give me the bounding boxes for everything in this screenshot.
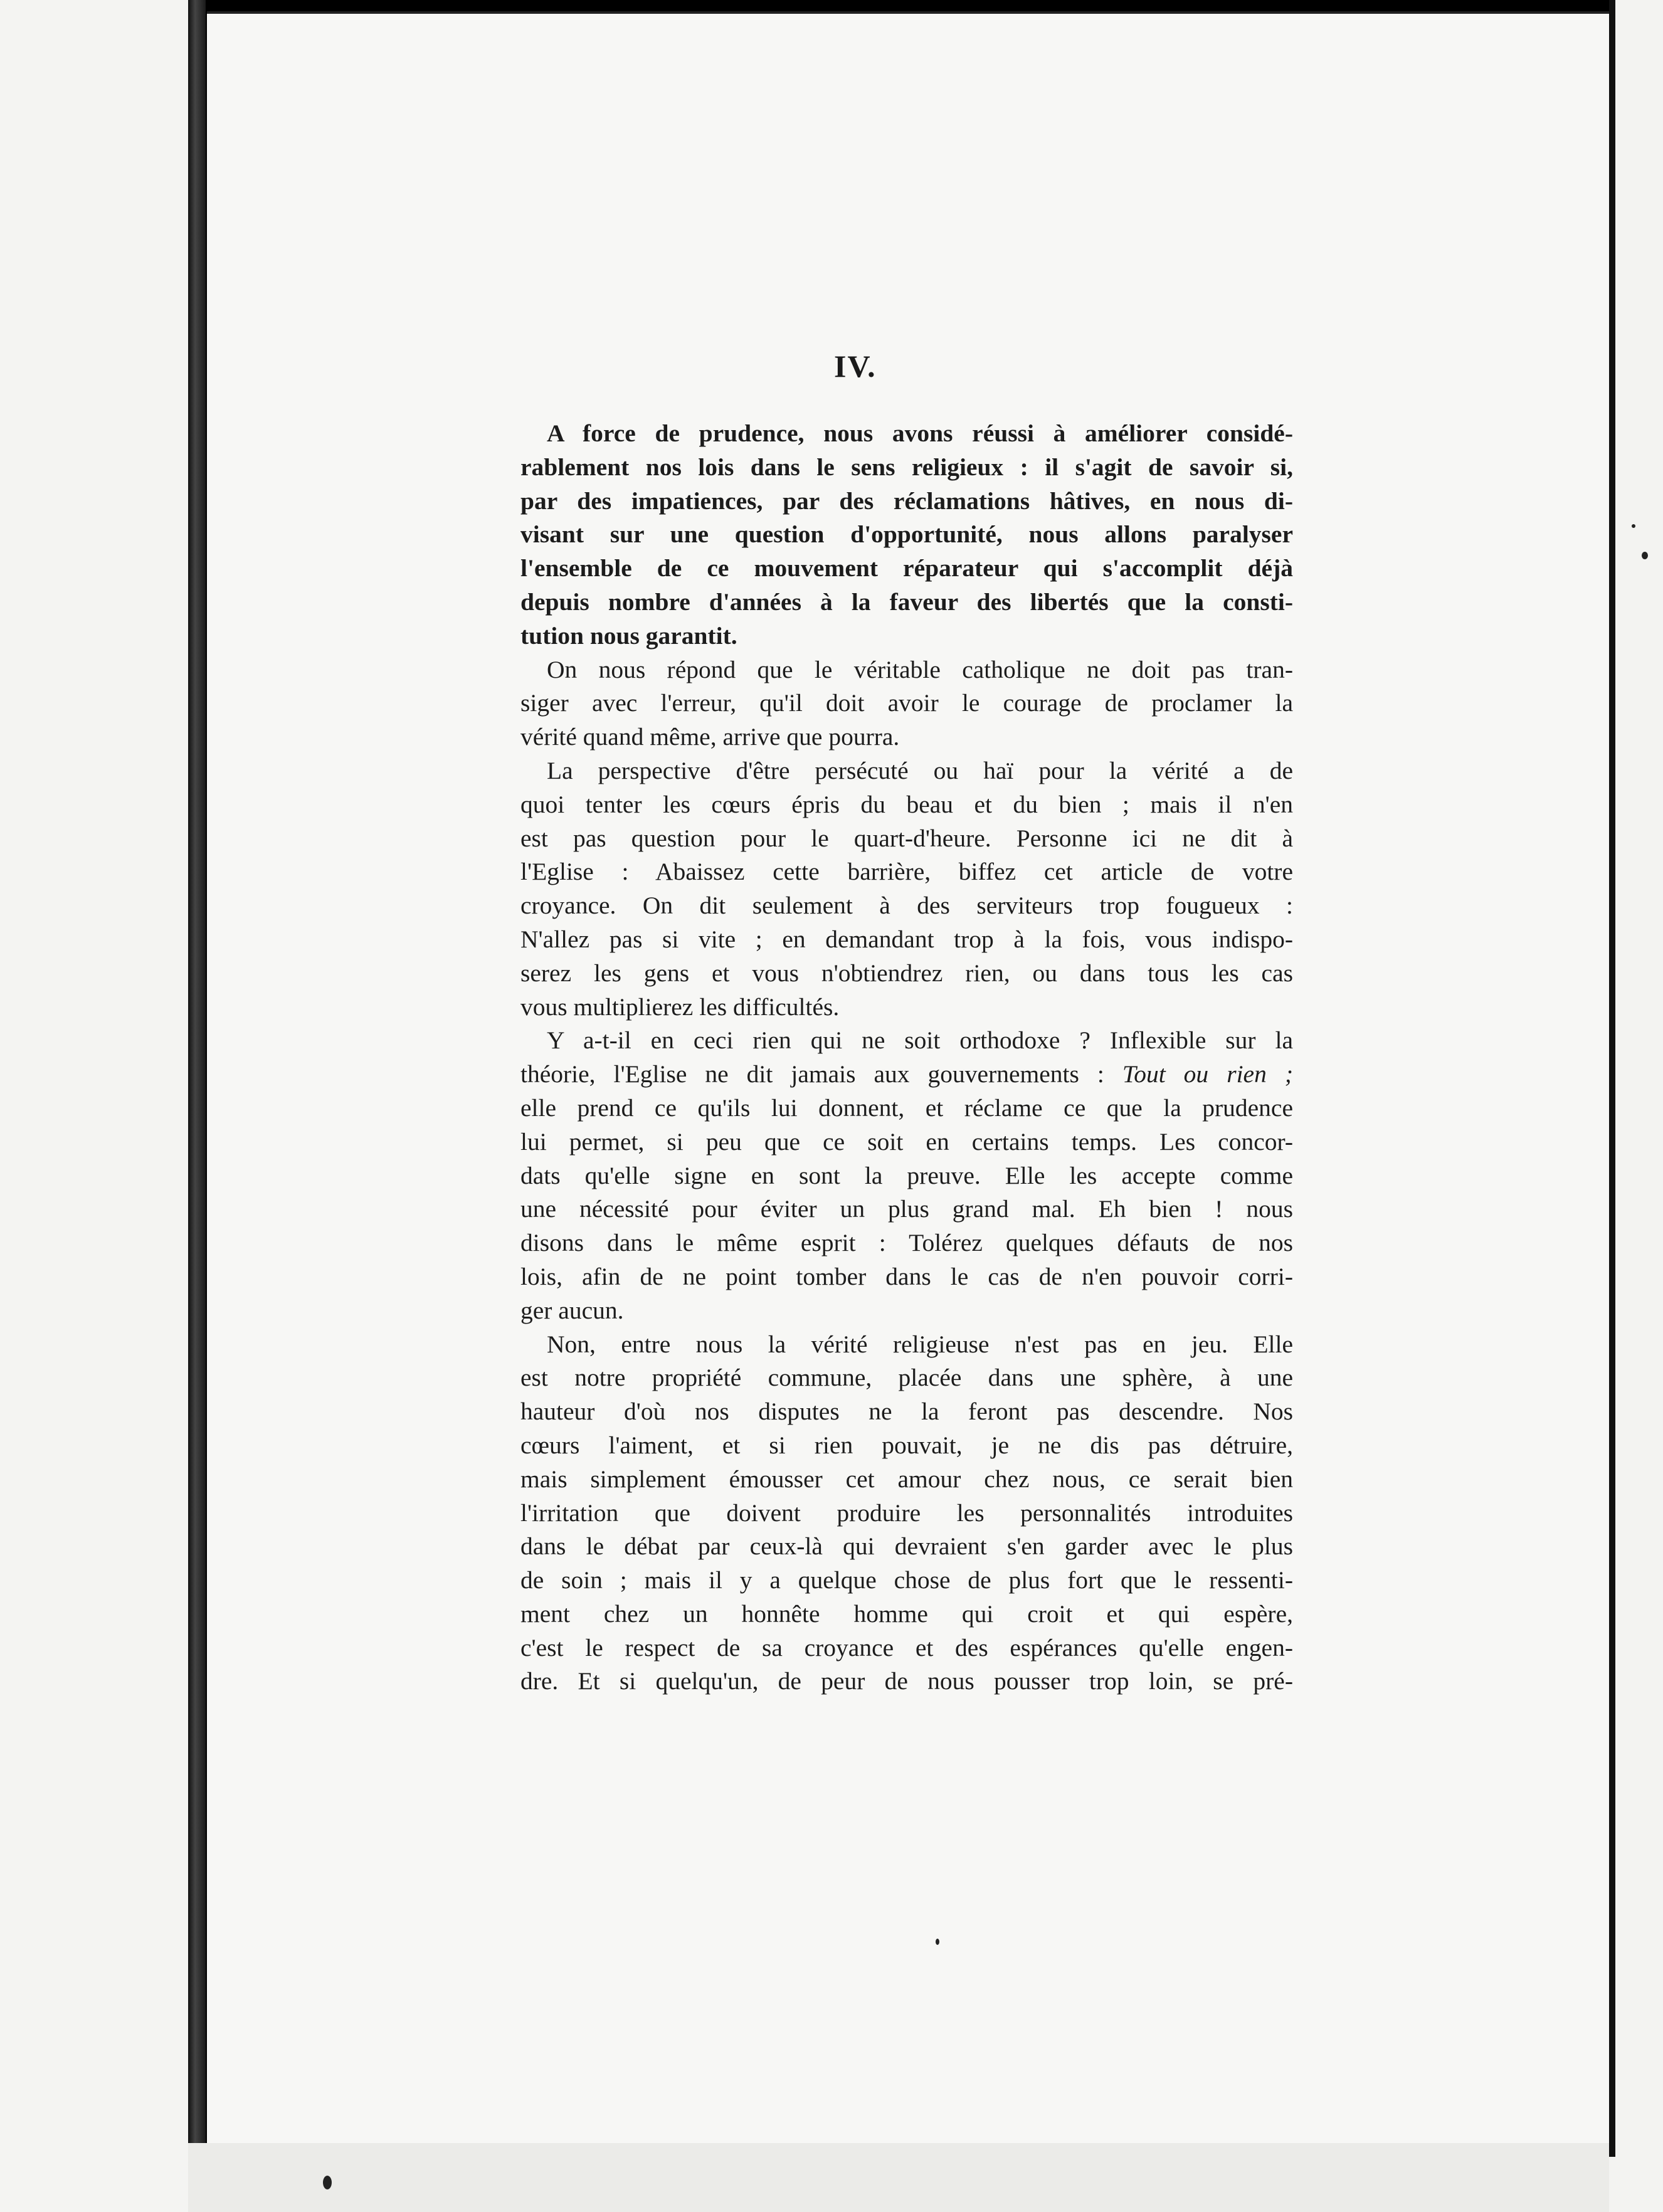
book-gutter	[188, 0, 206, 2212]
text-line	[520, 1328, 1293, 1362]
text-line	[520, 1092, 1293, 1125]
text-line-content: quoi tenter les cœurs épris du beau et du bien ; mais il n'en	[520, 790, 1293, 818]
text-line-content: une nécessité pour éviter un plus grand mal. Eh bien ! nous	[520, 1195, 1293, 1223]
text-line-content: On nous répond que le véritable catholique ne doit pas tran-	[547, 655, 1293, 683]
right-page-edge	[1609, 0, 1663, 2212]
text-line-content: c'est le respect de sa croyance et des espérances qu'elle engen-	[520, 1633, 1293, 1662]
text-line	[520, 1294, 1293, 1328]
text-line	[520, 788, 1293, 822]
text-line-content: La perspective d'être persécuté ou haï pour la vérité a de	[547, 756, 1293, 784]
text-line-content: théorie, l'Eglise ne dit jamais aux gouvernements :	[520, 1060, 1122, 1088]
text-line-content: N'allez pas si vite ; en demandant trop à la fois, vous indispo-	[520, 925, 1293, 953]
text-line-content: rablement nos lois dans le sens religieux : il s'agit de savoir si,	[520, 453, 1293, 481]
text-line-content: visant sur une question d'opportunité, nous allons paralyser	[520, 520, 1293, 549]
text-line-content: l'Eglise : Abaissez cette barrière, biffez cet article de votre	[520, 858, 1293, 886]
text-line	[520, 552, 1293, 586]
text-line-content: A force de prudence, nous avons réussi à améliorer considé-	[547, 419, 1293, 447]
text-line-content: croyance. On dit seulement à des serviteurs trop fougueux :	[520, 892, 1293, 920]
text-line-content: dats qu'elle signe en sont la preuve. Elle les accepte comme	[520, 1161, 1293, 1189]
scan-speck	[1642, 552, 1648, 559]
left-page-margin	[0, 0, 194, 2212]
text-line	[520, 586, 1293, 619]
text-line-content: est pas question pour le quart-d'heure. Personne ici ne dit à	[520, 824, 1293, 852]
text-line-content: siger avec l'erreur, qu'il doit avoir le courage de proclamer la	[520, 689, 1293, 717]
text-line	[520, 485, 1293, 519]
text-line	[520, 855, 1293, 889]
text-line	[520, 1530, 1293, 1564]
text-line	[520, 1125, 1293, 1159]
text-line-content: hauteur d'où nos disputes ne la feront pas descendre. Nos	[520, 1398, 1293, 1426]
text-line-content: vous multiplierez les difficultés.	[520, 993, 840, 1021]
text-line-content: depuis nombre d'années à la faveur des libertés que la consti-	[520, 587, 1293, 616]
text-line	[520, 957, 1293, 991]
text-line	[520, 991, 1293, 1024]
text-line-content: par des impatiences, par des réclamations hâtives, en nous di-	[520, 487, 1293, 515]
text-line	[520, 518, 1293, 552]
text-line	[520, 1631, 1293, 1665]
text-line	[520, 889, 1293, 923]
text-line	[520, 1193, 1293, 1226]
text-line	[520, 1429, 1293, 1463]
text-line-content: mais simplement émousser cet amour chez nous, ce serait bien	[520, 1465, 1293, 1493]
text-line	[520, 417, 1293, 451]
text-line-content: est notre propriété commune, placée dans une sphère, à une	[520, 1364, 1293, 1392]
text-line	[520, 754, 1293, 788]
text-line	[520, 822, 1293, 856]
text-line	[520, 653, 1293, 687]
text-line-content: disons dans le même esprit : Tolérez quelques défauts de nos	[520, 1229, 1293, 1257]
scan-speck	[323, 2176, 332, 2189]
text-line-content: Non, entre nous la vérité religieuse n'est pas en jeu. Elle	[547, 1330, 1293, 1358]
scan-speck	[1632, 524, 1635, 528]
text-line-content: vérité quand même, arrive que pourra.	[520, 723, 900, 751]
text-line	[520, 720, 1293, 754]
text-line	[520, 1058, 1293, 1092]
italic-phrase: Tout ou rien ;	[1122, 1060, 1293, 1088]
text-line-content: serez les gens et vous n'obtiendrez rien, ou dans tous les cas	[520, 959, 1293, 987]
text-line-content: cœurs l'aiment, et si rien pouvait, je ne dis pas détruire,	[520, 1431, 1293, 1459]
text-line	[520, 1159, 1293, 1193]
body-text	[520, 417, 1293, 1698]
text-line	[520, 1226, 1293, 1260]
text-line	[520, 1564, 1293, 1598]
text-line-content: ment chez un honnête homme qui croit et qui espère,	[520, 1599, 1293, 1628]
text-line-content: l'ensemble de ce mouvement réparateur qui s'accomplit déjà	[520, 554, 1293, 582]
text-line-content: dre. Et si quelqu'un, de peur de nous pousser trop loin, se pré-	[520, 1667, 1293, 1695]
page-bottom-edge	[188, 2143, 1612, 2212]
text-line-content: lui permet, si peu que ce soit en certains temps. Les concor-	[520, 1127, 1293, 1156]
text-line	[520, 1463, 1293, 1497]
text-line	[520, 1395, 1293, 1429]
text-line-content: Y a-t-il en ceci rien qui ne soit orthodoxe ? Inflexible sur la	[547, 1026, 1293, 1055]
text-line-content: tution nous garantit.	[520, 621, 737, 650]
scan-speck	[936, 1939, 939, 1945]
text-line-content: elle prend ce qu'ils lui donnent, et réclame ce que la prudence	[520, 1093, 1293, 1122]
text-line	[520, 1361, 1293, 1395]
text-line	[520, 1598, 1293, 1631]
text-line	[520, 923, 1293, 957]
text-line	[520, 1665, 1293, 1698]
text-line	[520, 451, 1293, 485]
text-line-content: l'irritation que doivent produire les personnalités introduites	[520, 1498, 1293, 1527]
text-line	[520, 1260, 1293, 1294]
text-line	[520, 1497, 1293, 1530]
text-line	[520, 1024, 1293, 1058]
text-line-content: ger aucun.	[520, 1296, 624, 1324]
text-line-content: lois, afin de ne point tomber dans le cas de n'en pouvoir corri-	[520, 1262, 1293, 1290]
text-line	[520, 619, 1293, 653]
text-line-content: dans le débat par ceux-là qui devraient s'en garder avec le plus	[520, 1532, 1293, 1561]
text-line-content: de soin ; mais il y a quelque chose de plus fort que le ressenti-	[520, 1566, 1293, 1594]
text-line	[520, 687, 1293, 720]
section-heading: IV.	[834, 349, 877, 384]
